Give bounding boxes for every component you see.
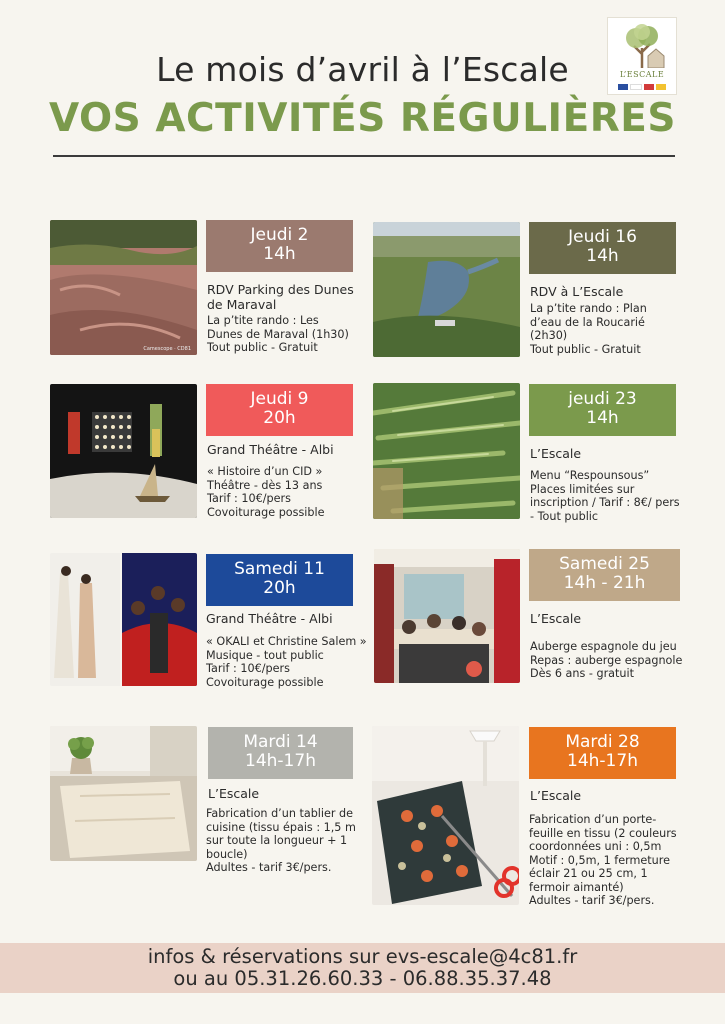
event-photo-lake [373, 222, 520, 357]
event-description: La p’tite rando : Plan d’eau de la Roucarié (2h30) Tout public - Gratuit [530, 302, 647, 356]
page-subtitle: VOS ACTIVITÉS RÉGULIÈRES [49, 96, 676, 141]
event-photo-theatre-cid [50, 384, 197, 518]
event-place: L’Escale [530, 788, 582, 803]
event-date-box [529, 727, 676, 779]
event-date-box [206, 220, 353, 272]
event-description: Menu “Respounsous” Places limitées sur inscription / Tarif : 8€/ pers - Tout public [530, 469, 680, 523]
event-photo-okali-concert [50, 553, 197, 686]
event-photo-asparagus [373, 383, 520, 519]
footer-line-email[interactable]: infos & réservations sur evs-escale@4c81.fr [147, 945, 578, 968]
event-date: Jeudi 16 [568, 227, 637, 247]
footer-contact [0, 943, 725, 993]
page-title: Le mois d’avril à l’Escale [156, 50, 569, 89]
event-date: Samedi 11 [234, 559, 325, 579]
photo-credit: Camescope · CD81 [143, 346, 191, 352]
event-place: RDV à L’Escale [530, 284, 624, 299]
event-place: L’Escale [530, 446, 582, 461]
event-place: L’Escale [208, 786, 260, 801]
event-description: Fabrication d’un porte-feuille en tissu (2 couleurs coordonnées uni : 0,5m Motif : 0,5m, 1 fermeture éclair 21 ou 25 cm, 1 fermoir aimanté) Adultes - tarif 3€/pers. [529, 813, 677, 907]
event-date-box [529, 549, 680, 601]
footer-line-phone[interactable]: ou au 05.31.26.60.33 - 06.88.35.37.48 [173, 967, 552, 990]
event-photo-game-night [374, 549, 520, 683]
event-time: 14h [586, 246, 619, 266]
event-date: Jeudi 2 [250, 225, 309, 245]
event-date-box [529, 384, 676, 436]
event-date: Jeudi 9 [250, 389, 309, 409]
event-description: « OKALI et Christine Salem » Musique - tout public Tarif : 10€/pers Covoiturage possible [206, 635, 367, 689]
event-date: Mardi 14 [243, 732, 318, 752]
logo-text: L’ESCALE [619, 70, 665, 79]
event-time: 14h-17h [245, 751, 316, 771]
event-date: Mardi 28 [565, 732, 640, 752]
event-photo-dunes [50, 220, 197, 355]
event-description: « Histoire d’un CID » Théâtre - dès 13 ans Tarif : 10€/pers Covoiturage possible [207, 465, 325, 519]
event-description: Auberge espagnole du jeu Repas : auberge espagnole Dès 6 ans - gratuit [530, 640, 683, 680]
event-date-box [206, 384, 353, 436]
event-time: 20h [263, 578, 296, 598]
event-date: Samedi 25 [559, 554, 650, 574]
event-date: jeudi 23 [568, 389, 637, 409]
event-photo-wallet [372, 726, 519, 905]
event-place: L’Escale [530, 611, 582, 626]
event-time: 14h [263, 244, 296, 264]
event-photo-apron [50, 726, 197, 861]
event-description: La p’tite rando : Les Dunes de Maraval (1h30) Tout public - Gratuit [207, 314, 349, 354]
event-date-box [208, 727, 353, 779]
event-time: 14h - 21h [563, 573, 646, 593]
event-place: Grand Théâtre - Albi [206, 611, 333, 626]
event-date-box [529, 222, 676, 274]
header-divider [53, 155, 675, 157]
event-date-box [206, 554, 353, 606]
event-description: Fabrication d’un tablier de cuisine (tissu épais : 1,5 m sur toute la longueur + 1 boucle) Adultes - tarif 3€/pers. [206, 807, 356, 874]
event-place: RDV Parking des Dunes de Maraval [207, 282, 354, 312]
event-time: 14h [586, 408, 619, 428]
event-time: 14h-17h [567, 751, 638, 771]
event-time: 20h [263, 408, 296, 428]
event-place: Grand Théâtre - Albi [207, 442, 334, 457]
